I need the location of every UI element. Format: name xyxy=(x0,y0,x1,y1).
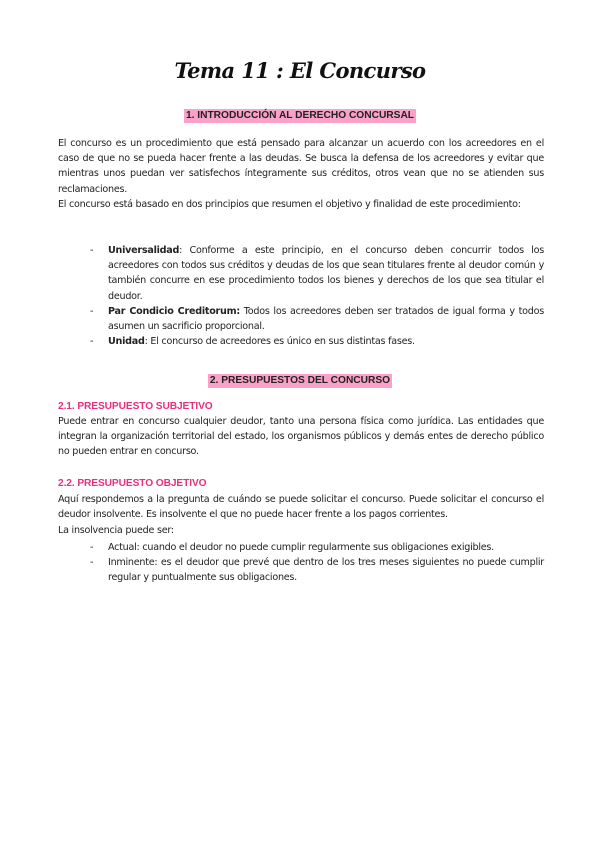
principle-text: Todos los acreedores deben ser tratados de igual forma y todos asumen un sacrificio proporcional. xyxy=(108,305,544,333)
principle-term: Par Condicio Creditorum: xyxy=(108,305,240,317)
principle-text: : Conforme a este principio, en el concurso deben concurrir todos los acreedores con todos sus créditos y deudas de los que sean titulares frente al deudor común y también concurre en ese procedimiento todos los bienes y derechos de los que sea titular el deudor. xyxy=(108,245,544,302)
subsection-2-2-paragraph: Aquí respondemos a la pregunta de cuándo se puede solicitar el concurso. Puede solicitar el concurso el deudor insolvente. Es insolvente el que no puede hacer frente a los pagos corrientes. xyxy=(58,494,544,521)
section-1-heading-wrap xyxy=(0,103,600,123)
list-dash: - xyxy=(90,336,94,348)
section-1-heading: 1. INTRODUCCIÓN AL DERECHO CONCURSAL xyxy=(185,110,415,121)
list-dash: - xyxy=(90,542,94,553)
principle-term: Universalidad xyxy=(108,245,180,256)
list-dash: - xyxy=(90,245,94,256)
list-item xyxy=(90,540,544,555)
list-item xyxy=(90,334,544,349)
subsection-2-2-heading: 2.2. PRESUPUESTO OBJETIVO xyxy=(58,478,207,489)
intro-paragraph: El concurso es un procedimiento que está pensado para alcanzar un acuerdo con los acreedores en el caso de que no se pueda hacer frente a las deudas. Se busca la defensa de los acreedores y evitar que mientras unos puedan ver satisfechos íntegramente sus créditos, otros vean que no se atienden sus reclamaciones. xyxy=(58,138,544,195)
principle-text: : El concurso de acreedores es único en sus distintas fases. xyxy=(144,336,415,348)
list-item xyxy=(90,555,544,585)
insolvency-item-text: Inminente: es el deudor que prevé que dentro de los tres meses siguientes no puede cumplir regular y puntualmente sus obligaciones. xyxy=(108,557,544,584)
subsection-2-1-heading: 2.1. PRESUPUESTO SUBJETIVO xyxy=(58,401,213,412)
subsection-2-1-paragraph: Puede entrar en concurso cualquier deudor, tanto una persona física como jurídica. Las entidades que integran la organización territorial del estado, los organismos públicos y demás entes de derecho público no pueden entrar en concurso. xyxy=(58,416,544,458)
list-dash: - xyxy=(90,305,94,317)
principle-term: Unidad xyxy=(108,336,145,348)
insolvency-list xyxy=(90,540,544,586)
section-2-heading-wrap xyxy=(0,368,600,388)
section-2-heading: 2. PRESUPUESTOS DEL CONCURSO xyxy=(209,375,391,386)
list-dash: - xyxy=(90,557,94,569)
list-item xyxy=(90,304,544,334)
insolvency-lead: La insolvencia puede ser: xyxy=(58,525,174,536)
insolvency-item-text: Actual: cuando el deudor no puede cumplir regularmente sus obligaciones exigibles. xyxy=(108,542,494,553)
principles-list xyxy=(90,243,544,349)
list-item xyxy=(90,243,544,304)
page-title: Tema 11 : El Concurso xyxy=(174,58,426,83)
principles-paragraph: El concurso está basado en dos principios que resumen el objetivo y finalidad de este procedimiento: xyxy=(58,199,521,210)
